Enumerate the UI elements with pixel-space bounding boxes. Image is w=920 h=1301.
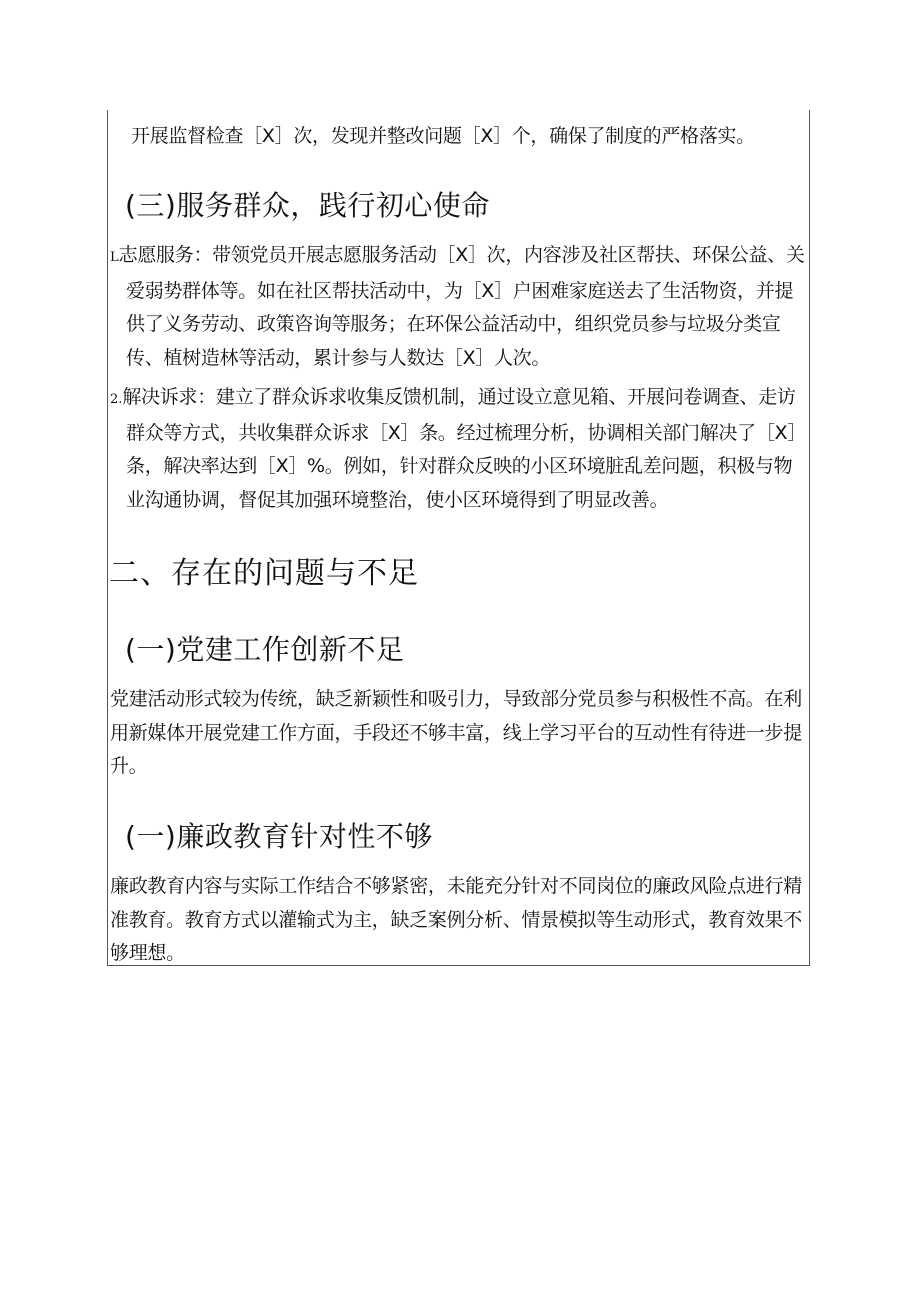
document-frame	[107, 110, 810, 966]
subsection-heading-integrity: (一)廉政教育针对性不够	[125, 820, 433, 853]
list-marker: 2.	[110, 392, 123, 407]
subsection-paragraph-integrity: 廉政教育内容与实际工作结合不够紧密，未能充分针对不同岗位的廉政风险点进行精准教育。教育方式以灌输式为主，缺乏案例分析、情景模拟等生动形式，教育效果不够理想。	[110, 875, 802, 964]
list-item	[109, 381, 809, 517]
list-item	[109, 239, 809, 375]
intro-paragraph: 开展监督检查［X］次，发现并整改问题［X］个，确保了制度的严格落实。	[131, 125, 755, 147]
chapter-heading-problems: 二、存在的问题与不足	[109, 556, 419, 591]
list-marker: L	[110, 250, 119, 265]
section-heading-serve: (三)服务群众，践行初心使命	[125, 189, 490, 222]
subsection-paragraph-innovation: 党建活动形式较为传统，缺乏新颖性和吸引力，导致部分党员参与积极性不高。在利用新媒体开展党建工作方面，手段还不够丰富，线上学习平台的互动性有待进一步提升。	[110, 688, 802, 777]
list-item-text: 志愿服务：带领党员开展志愿服务活动［X］次，内容涉及社区帮扶、环保公益、关爱弱势群体等。如在社区帮扶活动中，为［X］户困难家庭送去了生活物资，并提供了义务劳动、政策咨询等服务；在环保公益活动中，组织党员参与垃圾分类宣传、植树造林等活动，累计参与人数达［X］人次。	[118, 244, 805, 369]
subsection-heading-innovation: (一)党建工作创新不足	[125, 633, 405, 666]
list-item-text: 解决诉求：建立了群众诉求收集反馈机制，通过设立意见箱、开展问卷调查、走访群众等方式，共收集群众诉求［X］条。经过梳理分析，协调相关部门解决了［X］条，解决率达到［X］%。例如，针对群众反映的小区环境脏乱差问题，积极与物业沟通协调，督促其加强环境整治，使小区环境得到了明显改善。	[122, 386, 806, 511]
